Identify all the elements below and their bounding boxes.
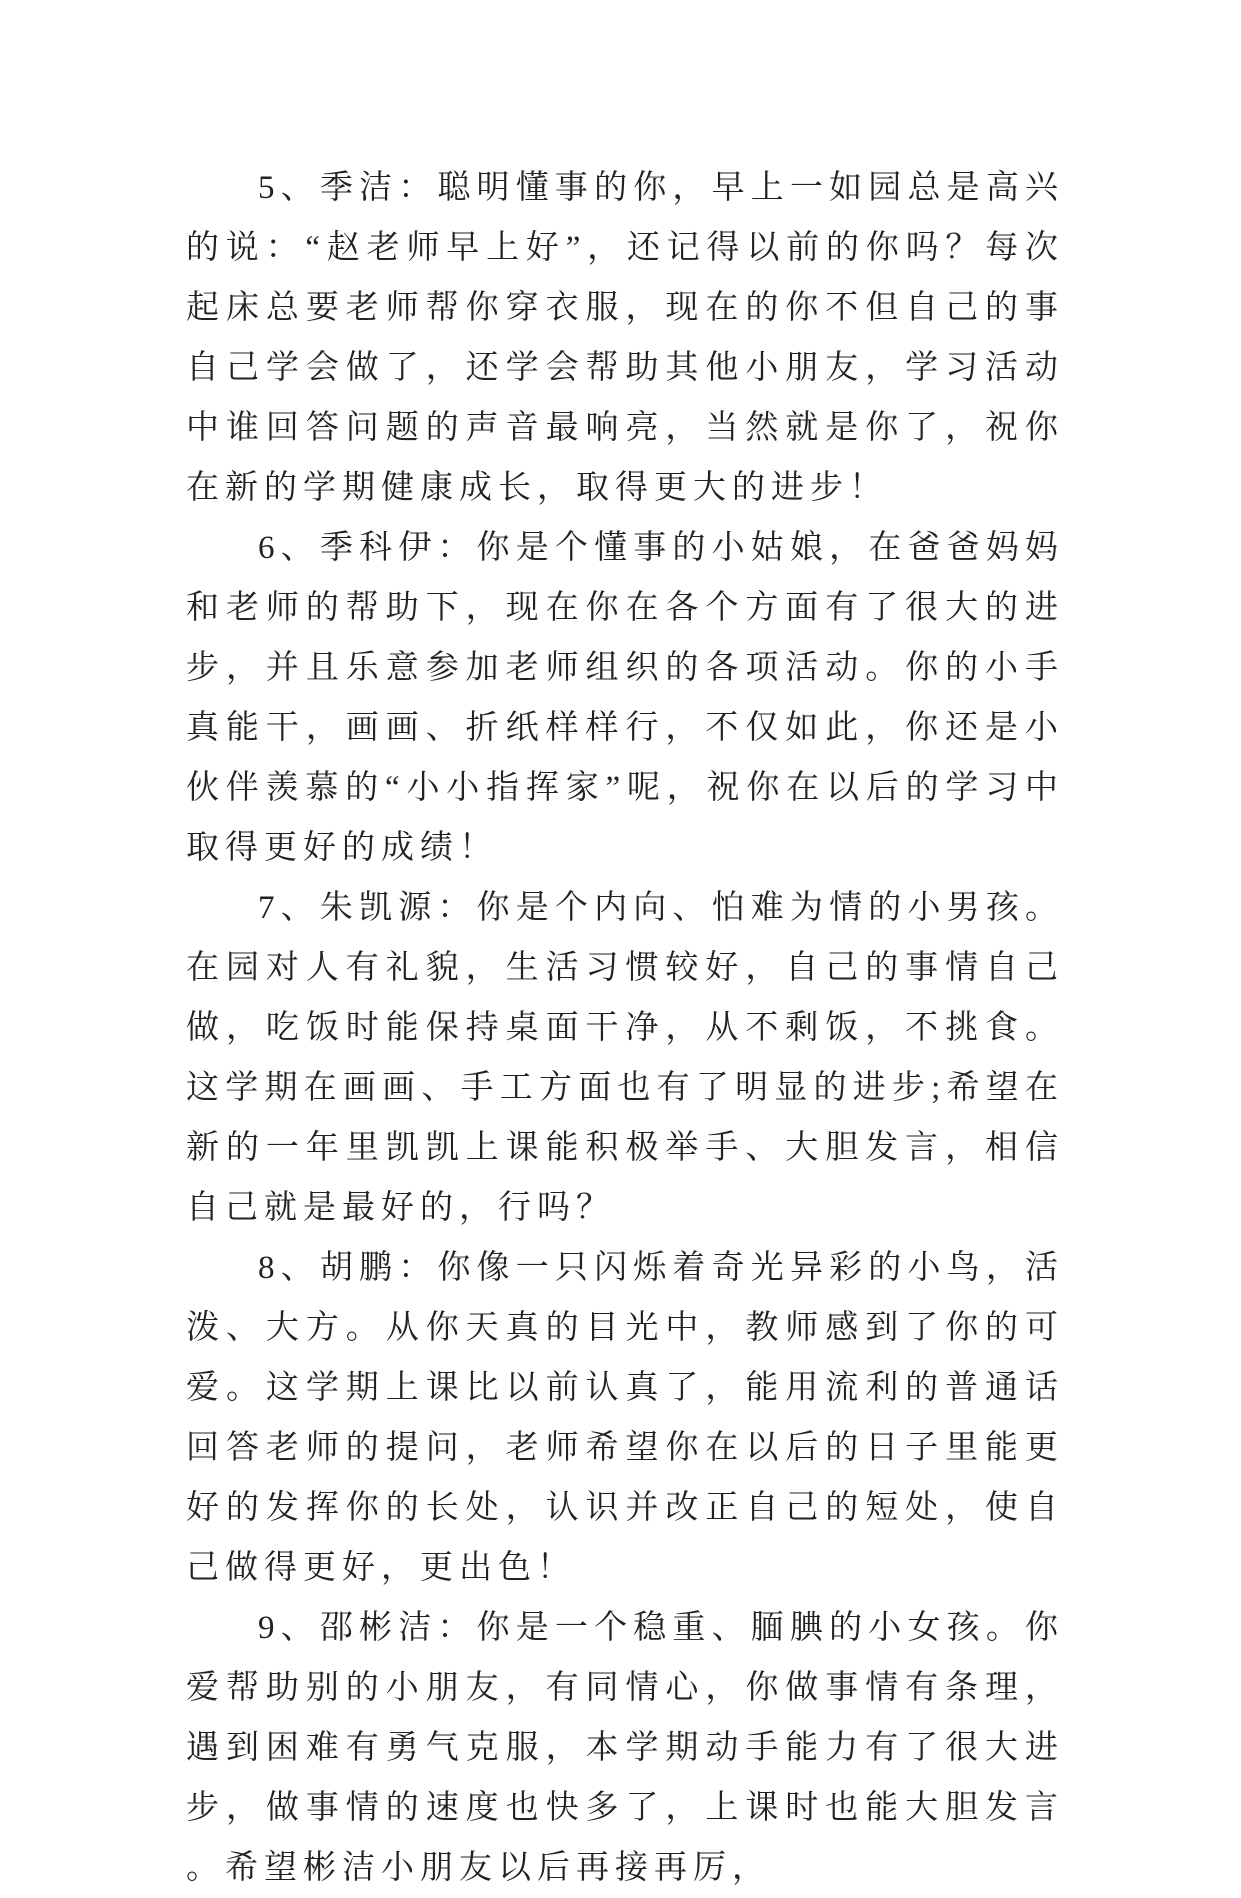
paragraph-7: 7、朱凯源：你是个内向、怕难为情的小男孩。在园对人有礼貌，生活习惯较好，自己的事情自己做，吃饭时能保持桌面干净，从不剩饭，不挑食。这学期在画画、手工方面也有了明显的进步;希望在新的一年里凯凯上课能积极举手、大胆发言，相信自己就是最好的，行吗？ [186,890,1064,1226]
paragraph-6: 6、季科伊：你是个懂事的小姑娘，在爸爸妈妈和老师的帮助下，现在你在各个方面有了很大的进步，并且乐意参加老师组织的各项活动。你的小手真能干，画画、折纸样样行，不仅如此，你还是小伙伴羡慕的“小小指挥家”呢，祝你在以后的学习中取得更好的成绩！ [186,530,1064,866]
paragraph-9: 9、邵彬洁：你是一个稳重、腼腆的小女孩。你爱帮助别的小朋友，有同情心，你做事情有条理，遇到困难有勇气克服，本学期动手能力有了很大进步，做事情的速度也快多了，上课时也能大胆发言。希望彬洁小朋友以后再接再厉， [186,1610,1064,1886]
document-body [186,158,1064,1898]
paragraph-8: 8、胡鹏：你像一只闪烁着奇光异彩的小鸟，活泼、大方。从你天真的目光中，教师感到了你的可爱。这学期上课比以前认真了，能用流利的普通话回答老师的提问，老师希望你在以后的日子里能更好的发挥你的长处，认识并改正自己的短处，使自己做得更好，更出色！ [186,1250,1064,1586]
paragraph-5: 5、季洁：聪明懂事的你，早上一如园总是高兴的说：“赵老师早上好”，还记得以前的你吗？每次起床总要老师帮你穿衣服，现在的你不但自己的事自己学会做了，还学会帮助其他小朋友，学习活动中谁回答问题的声音最响亮，当然就是你了，祝你在新的学期健康成长，取得更大的进步！ [186,170,1064,506]
